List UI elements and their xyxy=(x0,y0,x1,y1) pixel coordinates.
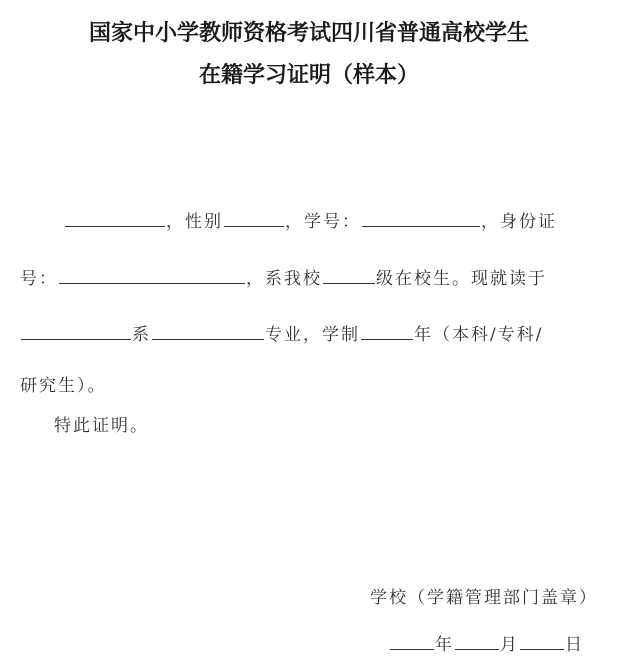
body-line-4 xyxy=(20,375,600,397)
id-number-blank xyxy=(59,265,245,284)
student-id-blank xyxy=(362,208,480,227)
body-line-3 xyxy=(20,321,600,346)
school-stamp-text: 学校（学籍管理部门盖章） xyxy=(370,588,598,608)
grade-year-blank xyxy=(323,265,375,284)
month-label: 月 xyxy=(500,635,519,655)
enrolled-part1: ，系我校 xyxy=(246,269,322,289)
department-label: 系 xyxy=(132,325,151,345)
certify-text: 特此证明。 xyxy=(54,416,149,436)
document-title-line-1: 国家中小学教师资格考试四川省普通高校学生 xyxy=(88,21,529,46)
body-line-1 xyxy=(20,208,600,233)
gender-label: ，性别 xyxy=(166,212,223,232)
department-blank xyxy=(21,321,131,340)
document-title-line-2: 在籍学习证明（样本） xyxy=(198,63,419,88)
body-line-2 xyxy=(20,265,600,290)
certify-line xyxy=(54,415,618,437)
day-label: 日 xyxy=(565,635,584,655)
major-blank xyxy=(152,321,264,340)
degree-end: 研究生）。 xyxy=(20,376,107,396)
year-label: 年 xyxy=(435,635,454,655)
enrolled-part2: 级在校生。现就读于 xyxy=(376,269,547,289)
name-blank xyxy=(65,208,165,227)
student-id-label: ，学号： xyxy=(285,212,361,232)
day-blank xyxy=(520,631,564,650)
gender-blank xyxy=(224,208,284,227)
duration-label: 年（本科/专科/ xyxy=(414,325,544,345)
year-blank xyxy=(390,631,434,650)
id-label-part1: ，身份证 xyxy=(481,212,557,232)
id-label-part2: 号： xyxy=(20,269,58,289)
major-label: 专业，学制 xyxy=(265,325,360,345)
school-stamp-line xyxy=(370,587,598,609)
duration-blank xyxy=(361,321,413,340)
date-line xyxy=(389,631,584,656)
month-blank xyxy=(455,631,499,650)
